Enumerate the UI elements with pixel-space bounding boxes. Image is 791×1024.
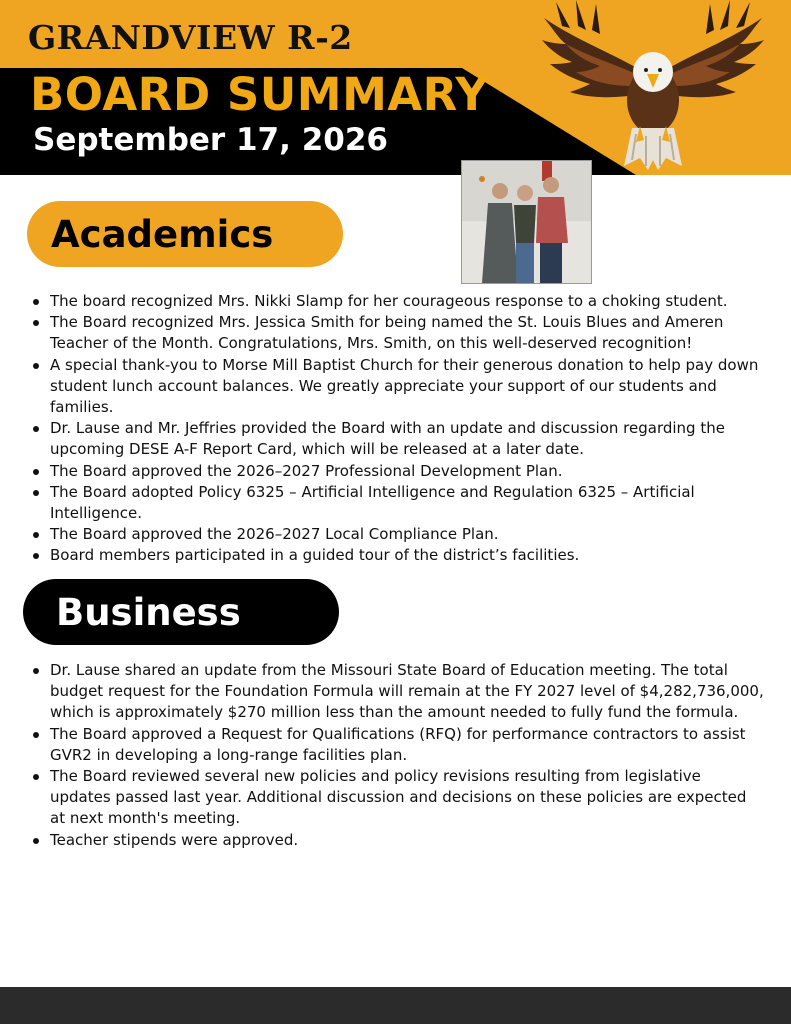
list-item: The Board approved the 2026–2027 Local Compliance Plan. — [31, 524, 764, 545]
page-title: BOARD SUMMARY — [30, 68, 489, 121]
business-list — [31, 660, 764, 851]
list-item: The Board reviewed several new policies and policy revisions resulting from legislative updates passed last year. Additional discussion and decisions on these policies are expected at next month's meeting. — [31, 766, 764, 830]
list-item: The board recognized Mrs. Nikki Slamp for her courageous response to a choking student. — [31, 291, 764, 312]
board-recognition-photo — [461, 160, 592, 284]
list-item: The Board approved the 2026–2027 Professional Development Plan. — [31, 461, 764, 482]
academics-list — [31, 291, 764, 567]
meeting-date: September 17, 2026 — [33, 122, 388, 158]
list-item: The Board recognized Mrs. Jessica Smith for being named the St. Louis Blues and Ameren Teacher of the Month. Congratulations, Mrs. Smith, on this well-deserved recognition! — [31, 312, 764, 354]
list-item: A special thank-you to Morse Mill Baptist Church for their generous donation to help pay down student lunch account balances. We greatly appreciate your support of our students and families. — [31, 355, 764, 419]
district-name: GRANDVIEW R-2 — [28, 18, 353, 57]
eagle-mascot-icon — [536, 0, 770, 172]
list-item: Dr. Lause shared an update from the Missouri State Board of Education meeting. The total budget request for the Foundation Formula will remain at the FY 2027 level of $4,282,736,000, which is approximately $270 million less than the amount needed to fully fund the formula. — [31, 660, 764, 724]
footer-bar — [0, 987, 791, 1024]
business-heading: Business — [23, 579, 339, 645]
list-item: The Board adopted Policy 6325 – Artificial Intelligence and Regulation 6325 – Artificial Intelligence. — [31, 482, 764, 524]
list-item: The Board approved a Request for Qualifications (RFQ) for performance contractors to assist GVR2 in developing a long-range facilities plan. — [31, 724, 764, 766]
list-item: Teacher stipends were approved. — [31, 830, 764, 851]
academics-heading: Academics — [27, 201, 343, 267]
list-item: Dr. Lause and Mr. Jeffries provided the Board with an update and discussion regarding the upcoming DESE A-F Report Card, which will be released at a later date. — [31, 418, 764, 460]
list-item: Board members participated in a guided tour of the district’s facilities. — [31, 545, 764, 566]
